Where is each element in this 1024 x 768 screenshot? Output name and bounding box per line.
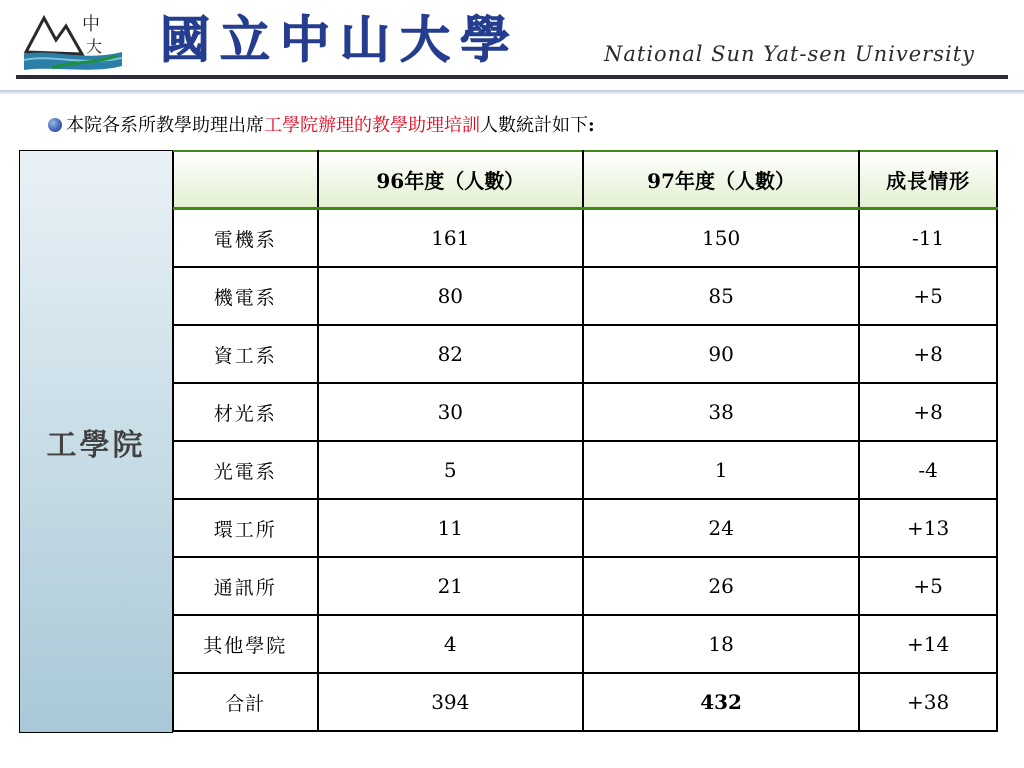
growth-value: +5: [859, 557, 997, 615]
header-year-96: 96年度（人數）: [318, 151, 583, 209]
total-97: 432: [583, 673, 859, 731]
table-row: [174, 209, 998, 268]
dept-name: 材光系: [174, 383, 318, 441]
dept-name: 環工所: [174, 499, 318, 557]
growth-value: +8: [859, 383, 997, 441]
dept-name: 資工系: [174, 325, 318, 383]
count-96: 11: [318, 499, 583, 557]
count-97: 26: [583, 557, 859, 615]
svg-text:中: 中: [82, 14, 100, 35]
banner-divider: [16, 75, 1008, 79]
table-row: [174, 615, 998, 673]
count-96: 5: [318, 441, 583, 499]
table-row: [174, 383, 998, 441]
university-logo-icon: [22, 4, 127, 76]
count-97: 90: [583, 325, 859, 383]
intro-prefix: 本院各系所教學助理出席: [66, 115, 264, 136]
growth-value: -11: [859, 209, 997, 268]
dept-name: 光電系: [174, 441, 318, 499]
growth-value: +5: [859, 267, 997, 325]
dept-name: 機電系: [174, 267, 318, 325]
dept-name: 電機系: [174, 209, 318, 268]
count-97: 24: [583, 499, 859, 557]
count-97: 1: [583, 441, 859, 499]
banner-shadow: [0, 90, 1024, 95]
table-total-row: [174, 673, 998, 731]
total-label: 合計: [174, 673, 318, 731]
bullet-icon: [48, 118, 62, 132]
growth-value: +13: [859, 499, 997, 557]
count-97: 18: [583, 615, 859, 673]
dept-name: 通訊所: [174, 557, 318, 615]
table-row: [174, 499, 998, 557]
header-blank: [174, 151, 318, 209]
statistics-table: [19, 150, 998, 733]
university-name-english: National Sun Yat-sen University: [604, 42, 975, 66]
total-growth: +38: [859, 673, 997, 731]
university-name-chinese: 國立中山大學: [160, 10, 520, 69]
svg-text:大: 大: [86, 37, 103, 56]
total-96: 394: [318, 673, 583, 731]
count-96: 4: [318, 615, 583, 673]
intro-highlight: 工學院辦理的教學助理培訓: [264, 115, 480, 136]
growth-value: -4: [859, 441, 997, 499]
table-row: [174, 267, 998, 325]
count-97: 38: [583, 383, 859, 441]
college-label: 工學院: [19, 150, 173, 733]
count-96: 80: [318, 267, 583, 325]
growth-value: +14: [859, 615, 997, 673]
attendance-grid: [173, 150, 998, 732]
count-96: 21: [318, 557, 583, 615]
intro-colon: :: [588, 115, 595, 136]
table-header-row: [174, 151, 998, 209]
count-96: 30: [318, 383, 583, 441]
count-96: 161: [318, 209, 583, 268]
count-97: 85: [583, 267, 859, 325]
header-year-97: 97年度（人數）: [583, 151, 859, 209]
count-97: 150: [583, 209, 859, 268]
table-row: [174, 557, 998, 615]
dept-name: 其他學院: [174, 615, 318, 673]
table-row: [174, 325, 998, 383]
header-growth: 成長情形: [859, 151, 997, 209]
growth-value: +8: [859, 325, 997, 383]
header-banner: [0, 0, 1024, 86]
table-row: [174, 441, 998, 499]
intro-heading: [48, 112, 595, 140]
count-96: 82: [318, 325, 583, 383]
intro-suffix: 人數統計如下: [480, 115, 588, 136]
